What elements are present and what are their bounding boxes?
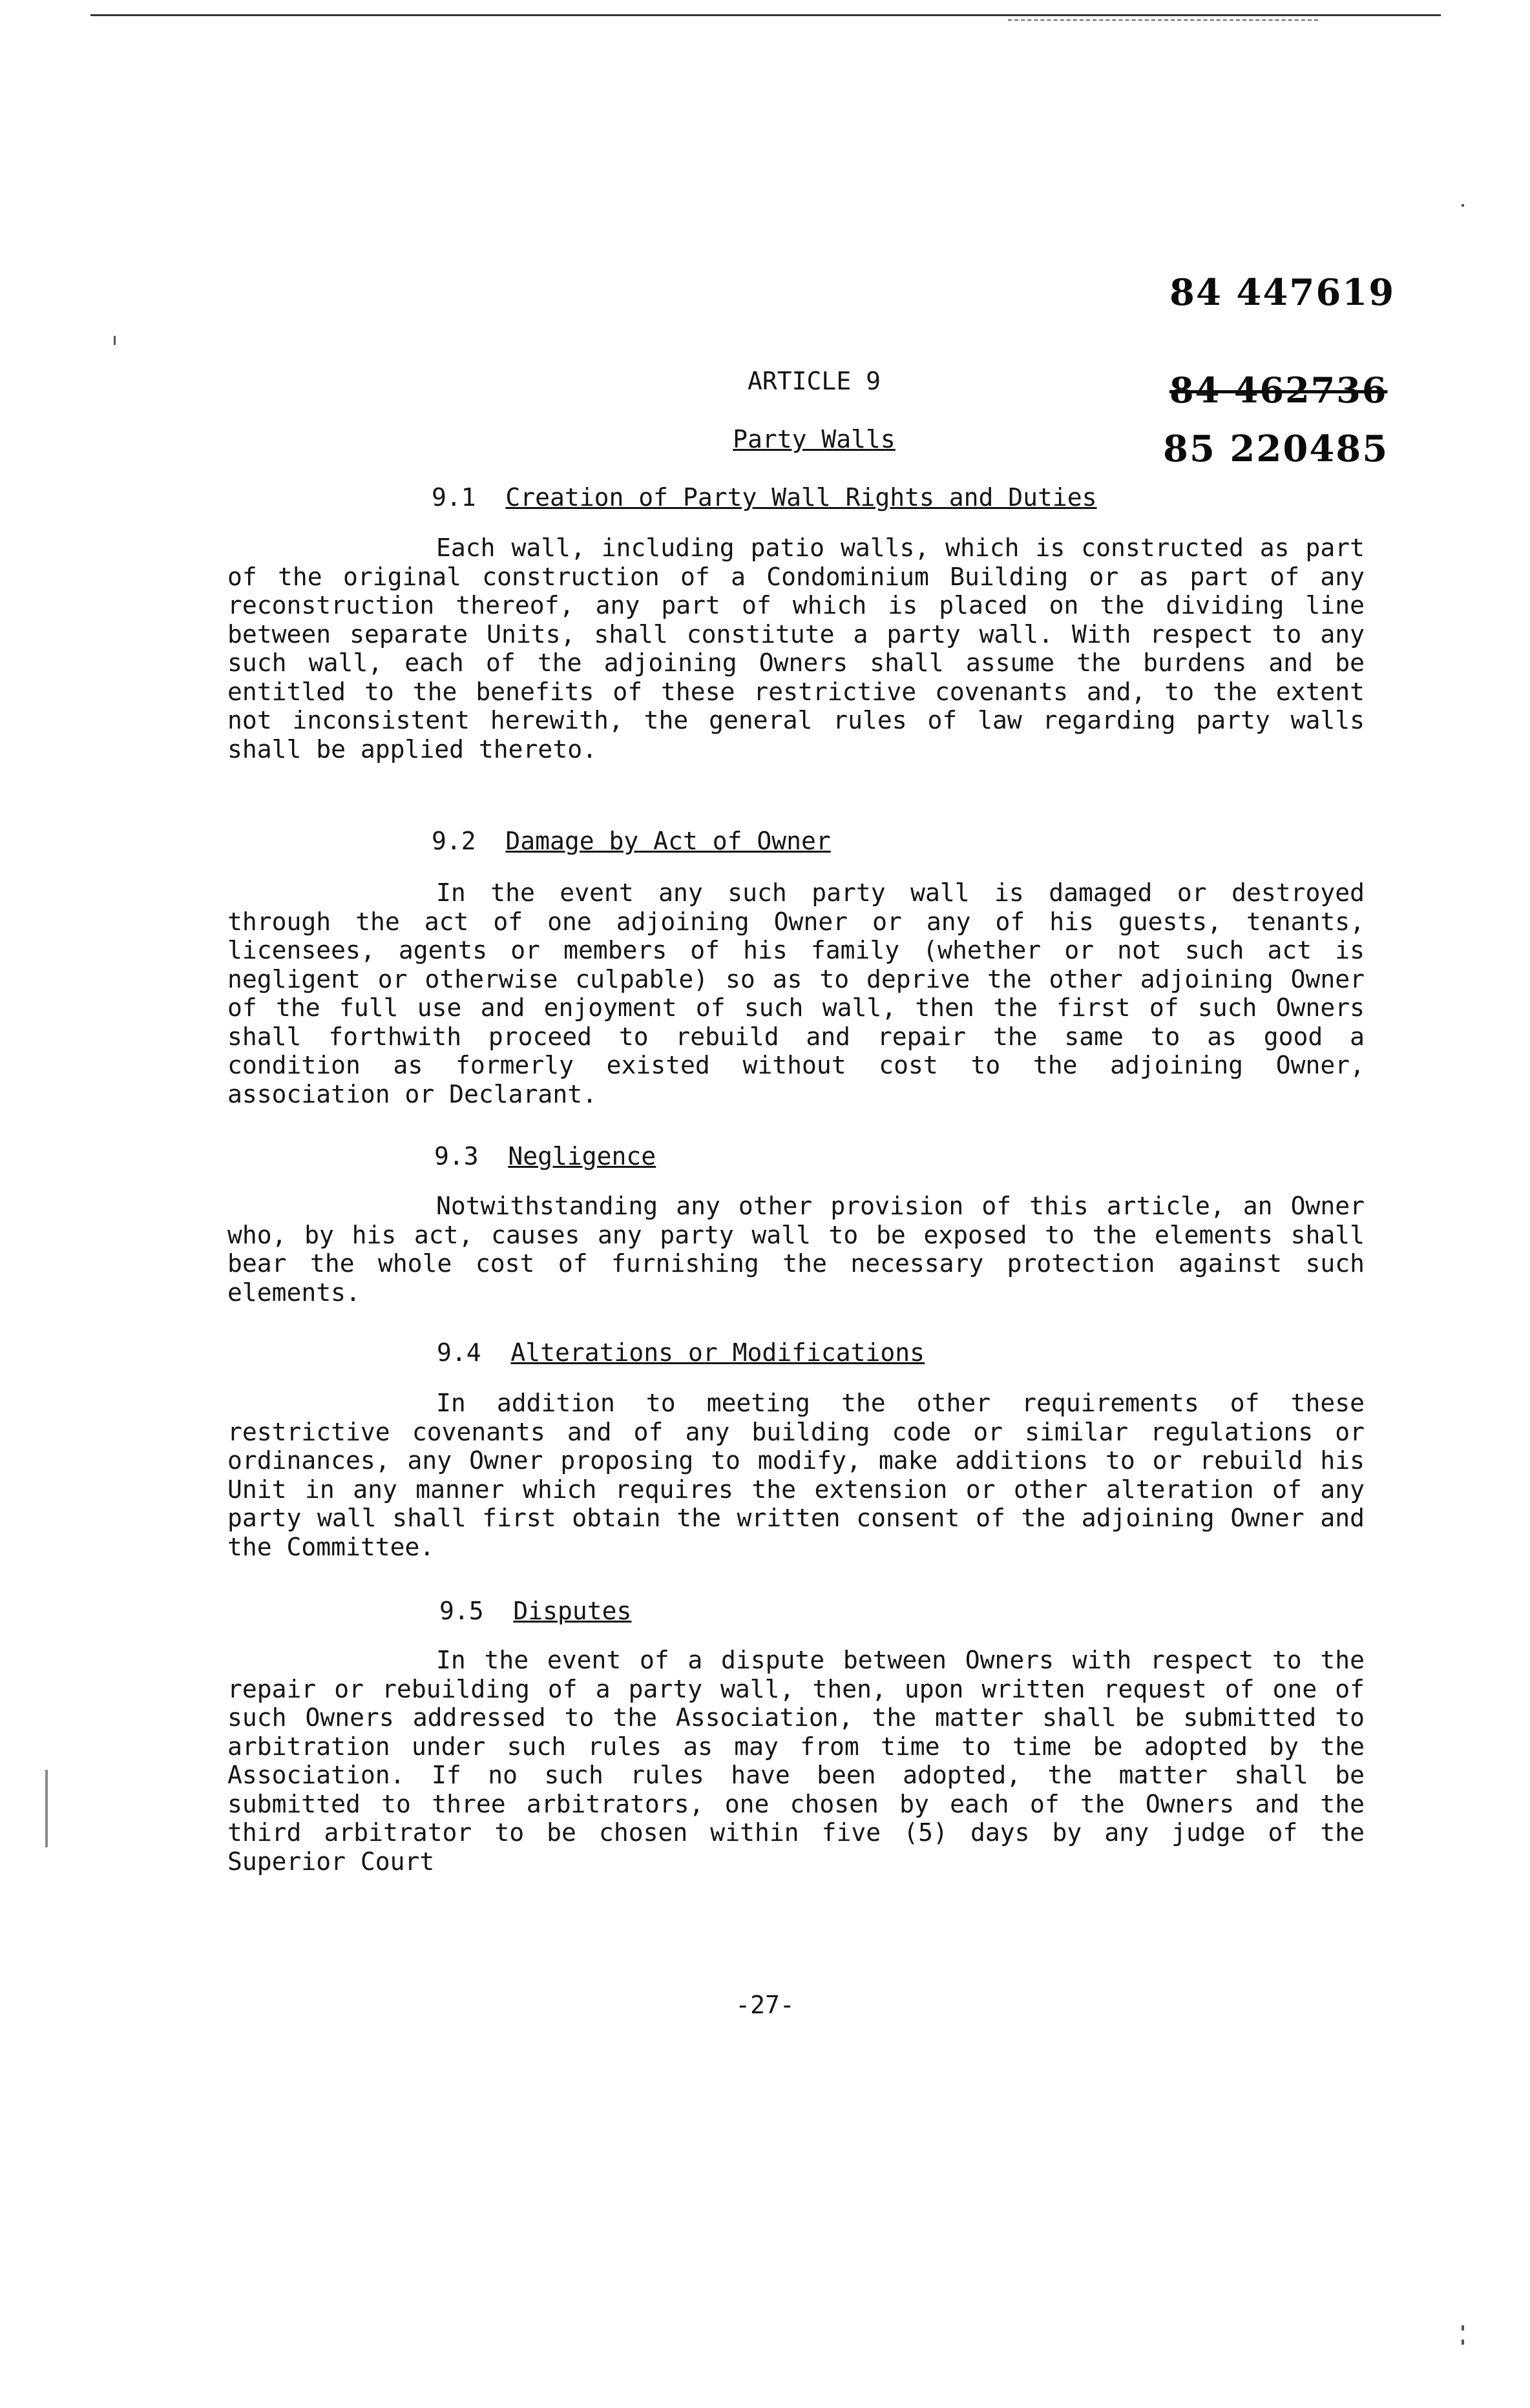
section-heading [432,483,1097,512]
section-body: In the event any such party wall is damaged or destroyed through the act of one adjoining Owner or any of his guests, tenants, licensees, agents or members of his family (whether or not such act is negligent or otherwise culpable) so as to deprive the other adjoining Owner of the full use and enjoyment of such wall, then the first of such Owners shall forthwith proceed to rebuild and repair the same to as good a condition as formerly existed without cost to the adjoining Owner, association or Declarant. [227,878,1365,1108]
section-number: 9.5 [439,1597,484,1625]
section-heading [437,1338,925,1367]
section-title: Damage by Act of Owner [505,827,831,855]
section-body: Each wall, including patio walls, which is constructed as part of the original construction of a Condominium Building or as part of any reconstruction thereof, any part of which is placed on the dividing line between separate Units, shall constitute a party wall. With respect to any such wall, each of the adjoining Owners shall assume the burdens and be entitled to the benefits of these restrictive covenants and, to the extent not inconsistent herewith, the general rules of law regarding party walls shall be applied thereto. [227,534,1365,763]
top-border-line [90,14,1441,16]
page-number: -27- [735,1991,795,2019]
section-number: 9.4 [437,1338,481,1367]
section-number: 9.2 [432,827,476,855]
section-number: 9.1 [432,483,476,512]
section-body: In addition to meeting the other requirements of these restrictive covenants and of any building code or similar regulations or ordinances, any Owner proposing to modify, make additions to or rebuild his Unit in any manner which requires the extension or other alteration of any party wall shall first obtain the written consent of the adjoining Owner and the Committee. [227,1389,1365,1561]
section-title: Disputes [513,1597,632,1625]
scan-speck [1462,2340,1464,2345]
section-heading [434,1142,656,1170]
section-number: 9.3 [434,1142,479,1170]
section-heading [432,827,831,855]
struck-recording-number-stamp: 84 462736 [1169,369,1388,411]
recording-number-stamp: 84 447619 [1169,271,1396,314]
section-title: Negligence [508,1142,656,1170]
scan-speck [1462,2325,1464,2330]
section-body: In the event of a dispute between Owners with respect to the repair or rebuilding of a party wall, then, upon written request of one of such Owners addressed to the Association, the matter shall be submitted to arbitration under such rules as may from time to time be adopted by the Association. If no such rules have been adopted, the matter shall be submitted to three arbitrators, one chosen by each of the Owners and the third arbitrator to be chosen within five (5) days by any judge of the Superior Court [227,1646,1365,1876]
section-title: Alterations or Modifications [510,1338,925,1367]
article-title: ARTICLE 9 [748,367,881,395]
section-heading [439,1597,631,1625]
scan-speck [45,1770,48,1847]
article-subtitle: Party Walls [733,425,896,453]
secondary-recording-number-stamp: 85 220485 [1163,428,1389,470]
section-title: Creation of Party Wall Rights and Duties [505,483,1097,512]
scan-speck [114,336,116,345]
section-body: Notwithstanding any other provision of this article, an Owner who, by his act, causes any party wall to be exposed to the elements shall bear the whole cost of furnishing the necessary protection against such elements. [227,1192,1365,1307]
top-border-dashes [1008,19,1318,21]
scan-speck [1462,204,1464,207]
